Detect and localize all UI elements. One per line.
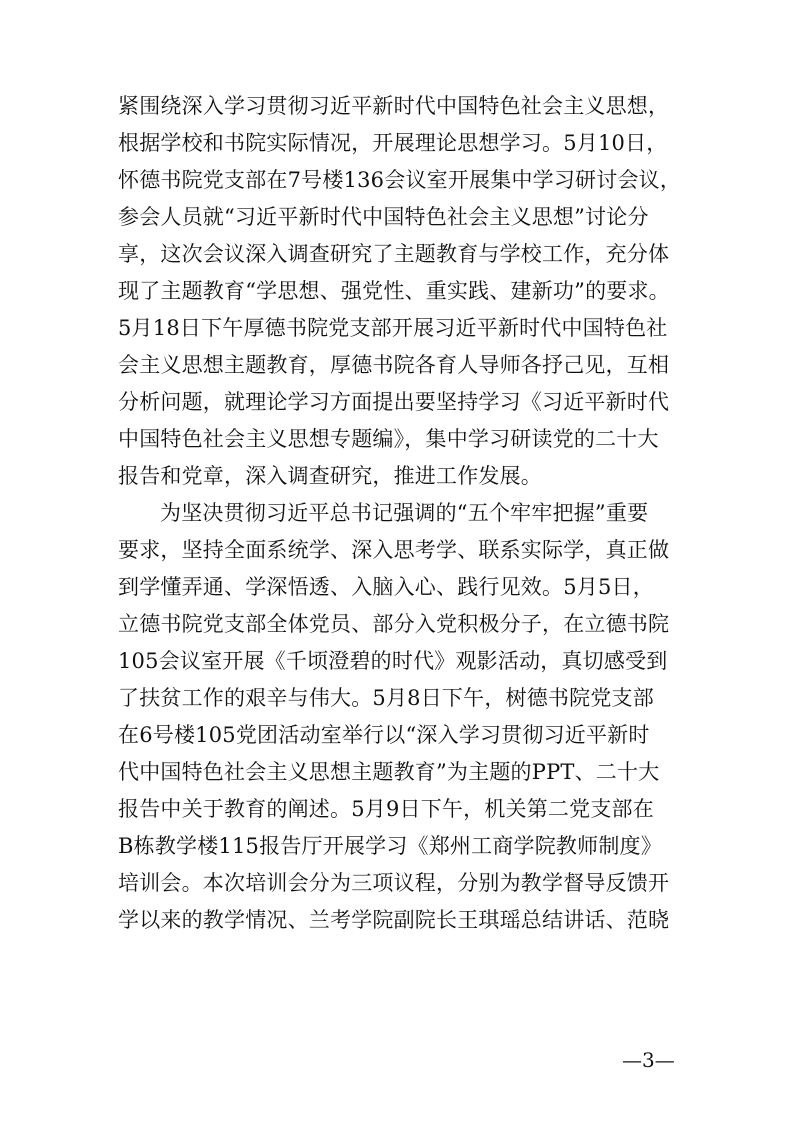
text-line: 立德书院党支部全体党员、部分入党积极分子，在立德书院 <box>118 612 670 636</box>
text-line: 参会人员就“习近平新时代中国特色社会主义思想”讨论分 <box>118 205 649 229</box>
text-line: 现了主题教育“学思想、强党性、重实践、建新功”的要求。 <box>118 279 670 303</box>
text-line: 中国特色社会主义思想专题编》，集中学习研读党的二十大 <box>118 427 659 451</box>
text-line: 5月18日下午厚德书院党支部开展习近平新时代中国特色社 <box>118 316 668 340</box>
text-line: 紧围绕深入学习贯彻习近平新时代中国特色社会主义思想， <box>118 94 670 118</box>
text-line: 要求，坚持全面系统学、深入思考学、联系实际学，真正做 <box>118 538 670 562</box>
paragraph-2 <box>118 495 684 939</box>
text-line: 代中国特色社会主义思想主题教育”为主题的PPT、二十大 <box>118 760 660 784</box>
text-line: 报告中关于教育的阐述。5月9日下午，机关第二党支部在 <box>118 797 654 821</box>
text-line: 分析问题，就理论学习方面提出要坚持学习《习近平新时代 <box>118 390 670 414</box>
text-line: 报告和党章，深入调查研究，推进工作发展。 <box>118 464 542 488</box>
paragraph-1 <box>118 88 684 495</box>
text-line: 培训会。本次培训会分为三项议程，分别为教学督导反馈开 <box>118 871 670 895</box>
text-line: B栋教学楼115报告厅开展学习《郑州工商学院教师制度》 <box>118 834 662 858</box>
body-text <box>118 88 684 939</box>
text-line: 怀德书院党支部在7号楼136会议室开展集中学习研讨会议， <box>118 168 682 192</box>
text-line: 为坚决贯彻习近平总书记强调的“五个牢牢把握”重要 <box>160 501 649 525</box>
text-line: 在6号楼105党团活动室举行以“深入学习贯彻习近平新时 <box>118 723 650 747</box>
text-line: 到学懂弄通、学深悟透、入脑入心、践行见效。5月5日， <box>118 575 654 599</box>
text-line: 学以来的教学情况、兰考学院副院长王琪瑶总结讲话、范晓 <box>118 908 670 932</box>
page-number: —3— <box>622 1048 675 1072</box>
text-line: 105会议室开展《千顷澄碧的时代》观影活动，真切感受到 <box>118 649 668 673</box>
text-line: 享，这次会议深入调查研究了主题教育与学校工作，充分体 <box>118 242 670 266</box>
text-line: 了扶贫工作的艰辛与伟大。5月8日下午，树德书院党支部 <box>118 686 654 710</box>
text-line: 会主义思想主题教育，厚德书院各育人导师各抒己见，互相 <box>118 353 670 377</box>
text-line: 根据学校和书院实际情况，开展理论思想学习。5月10日， <box>118 131 668 155</box>
